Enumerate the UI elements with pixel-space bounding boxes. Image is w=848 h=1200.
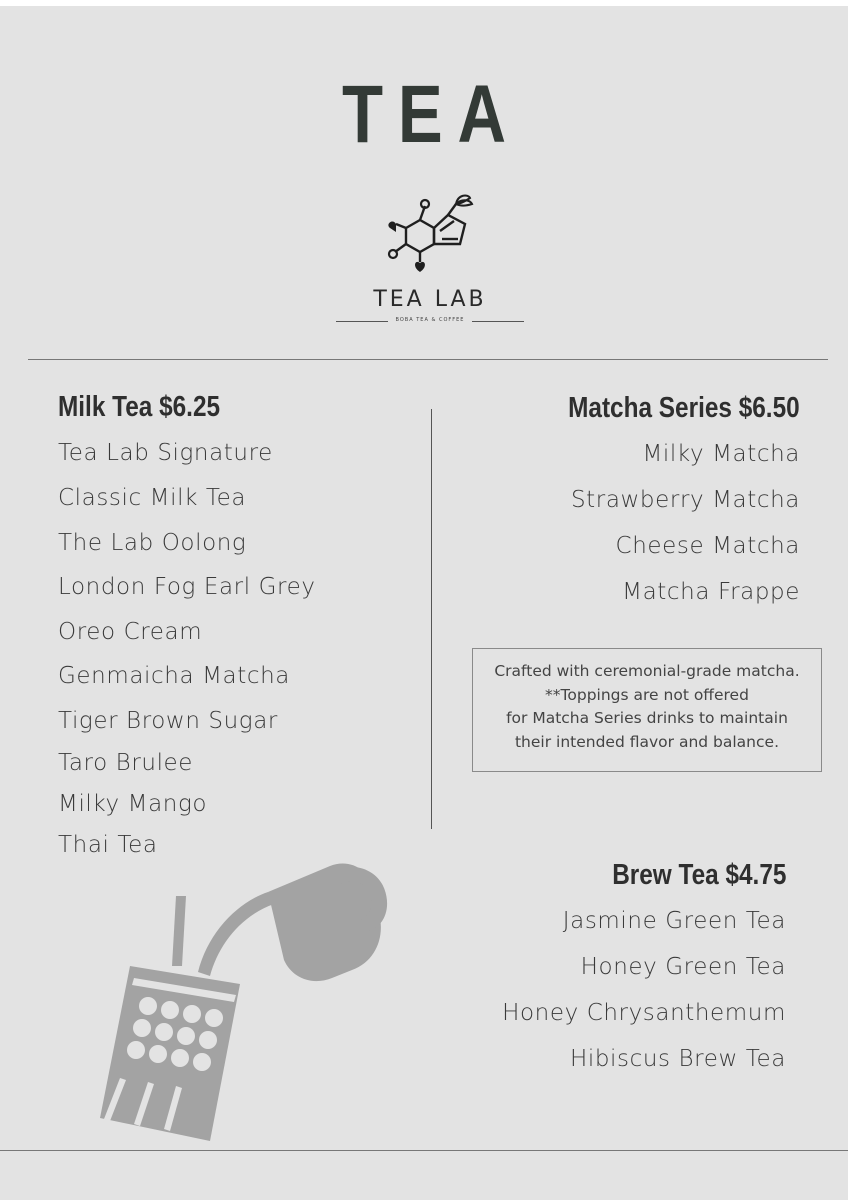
logo-tagline: BOBA TEA & COFFEE [395, 317, 465, 323]
menu-item: Genmaicha Matcha [58, 663, 290, 689]
logo-name: TEA LAB [373, 287, 487, 312]
bottom-divider [0, 1150, 848, 1151]
boba-pour-illustration-icon [90, 856, 400, 1146]
menu-item: Classic Milk Tea [58, 485, 247, 511]
menu-item: Honey Chrysanthemum [502, 1000, 786, 1026]
menu-item: Honey Green Tea [580, 954, 786, 980]
menu-item: Hibiscus Brew Tea [569, 1046, 786, 1072]
matcha-note-box [472, 648, 822, 772]
menu-item: Taro Brulee [58, 750, 194, 776]
page-title: TEA [342, 69, 521, 160]
note-line: Crafted with ceremonial-grade matcha. [494, 662, 800, 680]
note-line: their intended flavor and balance. [514, 732, 779, 751]
milk-tea-heading: Milk Tea $6.25 [58, 391, 221, 423]
matcha-series-heading: Matcha Series $6.50 [568, 392, 800, 424]
menu-item: Thai Tea [58, 832, 158, 858]
tea-lab-molecule-logo-icon [330, 191, 530, 286]
menu-page [0, 6, 848, 1200]
menu-item: Milky Mango [58, 791, 208, 817]
menu-item: London Fog Earl Grey [58, 574, 316, 600]
column-divider [431, 409, 432, 829]
menu-item: Jasmine Green Tea [562, 908, 786, 934]
menu-item: Cheese Matcha [615, 533, 800, 559]
top-divider [28, 359, 828, 360]
menu-item: The Lab Oolong [58, 530, 247, 556]
note-line: **Toppings are not offered [545, 685, 749, 704]
menu-item: Matcha Frappe [622, 579, 800, 605]
menu-item: Milky Matcha [642, 441, 800, 467]
menu-item: Strawberry Matcha [570, 487, 800, 513]
note-line: for Matcha Series drinks to maintain [506, 709, 788, 727]
tea-lab-logo [330, 191, 530, 336]
brew-tea-heading: Brew Tea $4.75 [611, 859, 786, 891]
menu-item: Oreo Cream [58, 619, 203, 645]
menu-item: Tea Lab Signature [58, 440, 273, 466]
menu-item: Tiger Brown Sugar [58, 708, 278, 734]
